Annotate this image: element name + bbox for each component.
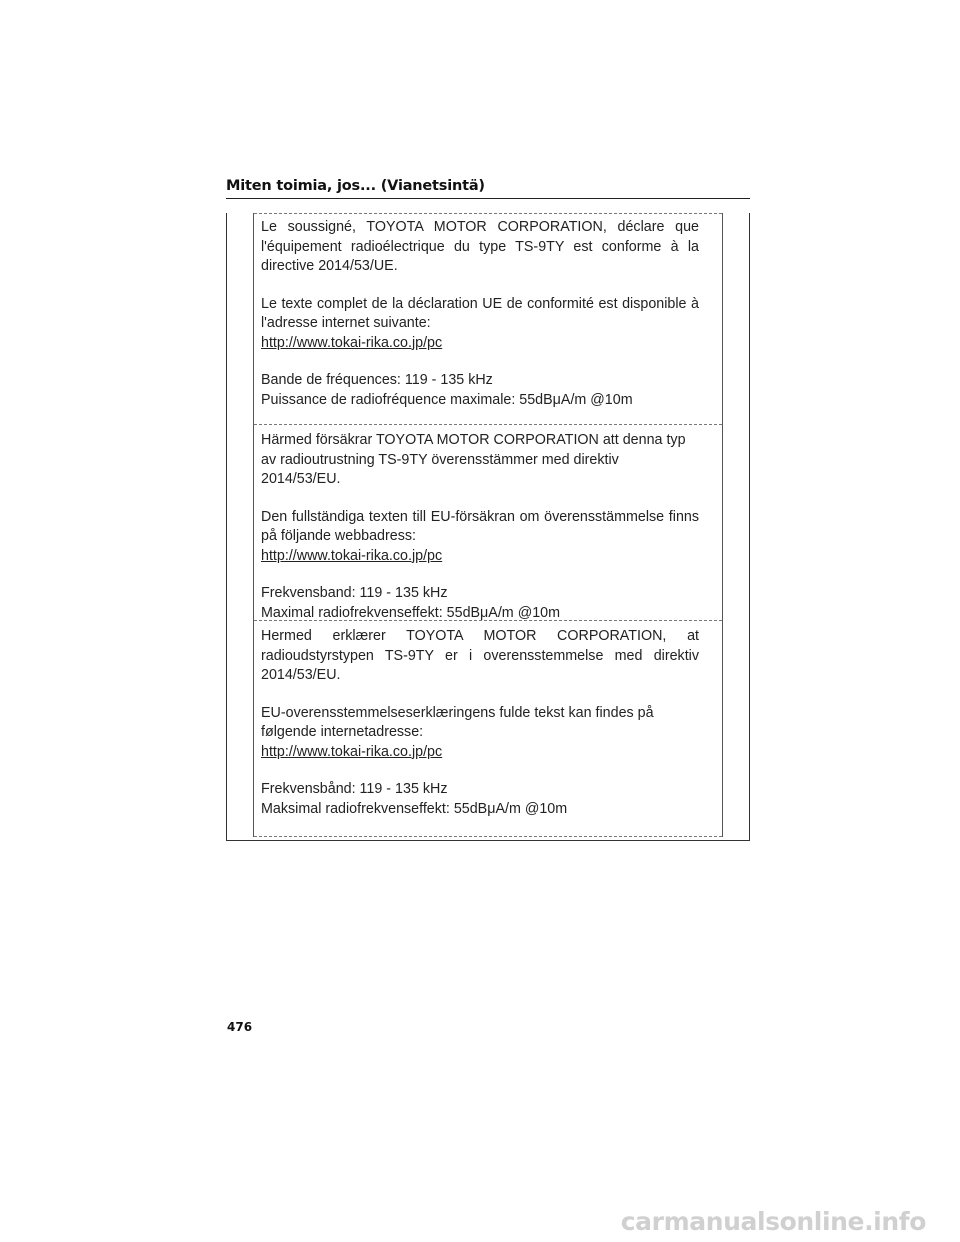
page-number: 476 (227, 1020, 253, 1034)
declaration-section-french (254, 213, 722, 424)
frequency-band-text: Bande de fréquences: 119 - 135 kHz (261, 372, 493, 388)
statement-text: Le soussigné, TOYOTA MOTOR CORPORATION, déclare que l'équipement radioélectrique du type TS-9TY est conforme à la directive 2014/53/UE. (261, 219, 699, 274)
header-rule (226, 198, 750, 199)
frequency-band-text: Frekvensband: 119 - 135 kHz (261, 585, 448, 601)
statement-text: Hermed erklærer TOYOTA MOTOR CORPORATION, at radioudstyrstypen TS-9TY er i overensstemmelse med direktiv 2014/53/EU. (261, 628, 699, 683)
declaration-section-swedish (254, 424, 722, 620)
max-power-text: Puissance de radiofréquence maximale: 55dBμA/m @10m (261, 391, 633, 408)
fulltext-text-line2: følgende internetadresse: (261, 724, 424, 740)
fulltext-text: Den fullständiga texten till EU-försäkran om överensstämmelse finns på följande webbadress: (261, 508, 699, 544)
page-header-title: Miten toimia, jos... (Vianetsintä) (226, 178, 485, 194)
max-power-text: Maximal radiofrekvenseffekt: 55dBμA/m @10m (261, 604, 561, 621)
fulltext-text: Le texte complet de la déclaration UE de conformité est disponible à l'adresse internet suivante: (261, 295, 699, 331)
max-power-text: Maksimal radiofrekvenseffekt: 55dBμA/m @10m (261, 800, 568, 817)
declaration-document (253, 213, 723, 837)
declaration-section-danish (254, 620, 722, 837)
declaration-link[interactable]: http://www.tokai-rika.co.jp/pc (261, 743, 443, 760)
declaration-link[interactable]: http://www.tokai-rika.co.jp/pc (261, 334, 443, 351)
watermark-text: carmanualsonline.info (620, 1207, 926, 1236)
declaration-link[interactable]: http://www.tokai-rika.co.jp/pc (261, 547, 443, 564)
fulltext-text-line1: EU-overensstemmelseserklæringens fulde tekst kan findes på (261, 704, 654, 721)
statement-text: Härmed försäkrar TOYOTA MOTOR CORPORATION att denna typ av radioutrustning TS-9TY överensstämmer med direktiv 2014/53/EU. (261, 432, 686, 487)
frequency-band-text: Frekvensbånd: 119 - 135 kHz (261, 781, 448, 797)
